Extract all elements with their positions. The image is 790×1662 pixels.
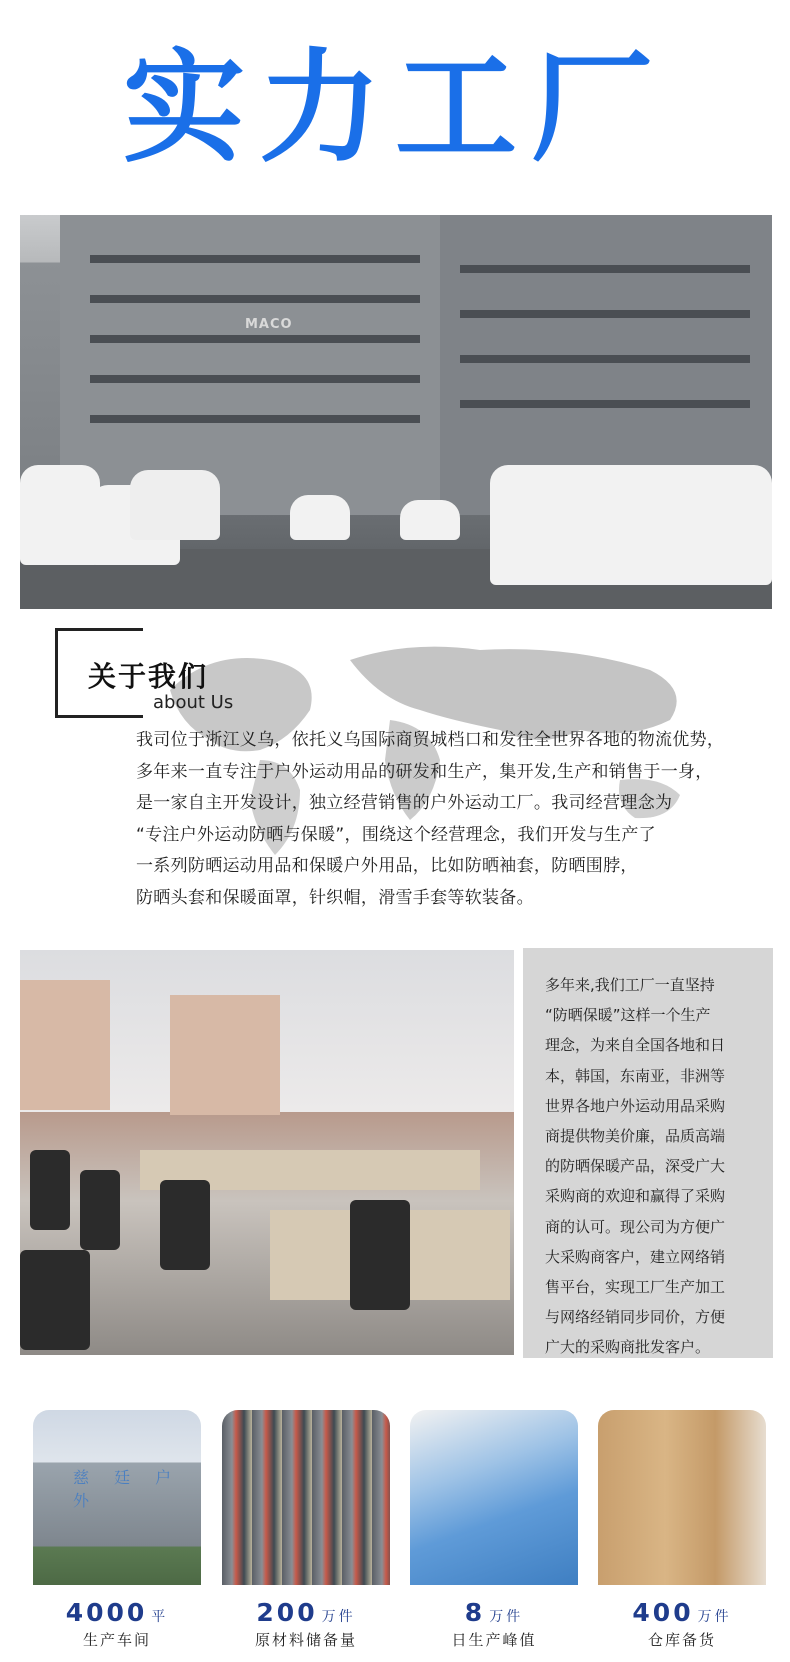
about-paragraph (136, 725, 776, 914)
office-photo (20, 950, 514, 1355)
warehouse-stock-photo (598, 1410, 766, 1585)
stat-number: 200 (256, 1598, 318, 1627)
warehouse-sign: 慈 廷 户 外 (73, 1468, 182, 1510)
about-line: 防晒头套和保暖面罩，针织帽，滑雪手套等软装备。 (136, 887, 534, 908)
panel-line: 大采购商客户，建立网络销 (545, 1247, 726, 1266)
about-title-cn: 关于我们 (88, 660, 209, 693)
stat-unit: 万件 (697, 1609, 732, 1625)
panel-line: “防晒保暖”这样一个生产 (545, 1006, 711, 1025)
about-line: “专注户外运动防晒与保暖”，围绕这个经营理念，我们开发与生产了 (136, 824, 656, 845)
about-line: 是一家自主开发设计，独立经营销售的户外运动工厂。我司经营理念为 (136, 793, 673, 813)
production-photo (410, 1410, 578, 1585)
factory-building-photo (20, 215, 772, 609)
factory-sign: MACO (245, 317, 293, 332)
panel-line: 商提供物美价廉，品质高端 (545, 1127, 726, 1146)
factory-philosophy-panel (523, 948, 773, 1358)
workshop-photo (33, 1410, 201, 1585)
panel-line: 本，韩国，东南亚，非洲等 (545, 1066, 726, 1085)
about-line: 多年来一直专注于户外运动用品的研发和生产，集开发,生产和销售于一身， (136, 761, 713, 782)
stat-unit: 平 (151, 1609, 169, 1625)
panel-line: 的防晒保暖产品，深受广大 (545, 1157, 726, 1176)
stat-label: 原材料储备量 (254, 1631, 357, 1649)
raw-material-photo (222, 1410, 390, 1585)
stat-number: 8 (464, 1598, 486, 1627)
panel-line: 采购商的欢迎和赢得了采购 (545, 1187, 726, 1206)
stat-label: 日生产峰值 (451, 1631, 537, 1649)
stat-warehouse-stock (587, 1598, 777, 1650)
panel-line: 售平台，实现工厂生产加工 (545, 1278, 726, 1297)
panel-line: 多年来,我们工厂一直坚持 (545, 976, 715, 994)
stat-number: 400 (632, 1598, 694, 1627)
panel-line: 世界各地户外运动用品采购 (545, 1096, 726, 1115)
stat-unit: 万件 (321, 1609, 356, 1625)
stat-number: 4000 (65, 1598, 148, 1627)
about-title-en: about Us (153, 692, 234, 713)
panel-line: 广大的采购商批发客户。 (545, 1338, 711, 1357)
panel-line: 商的认可。现公司为方便广 (545, 1217, 726, 1236)
stat-workshop (22, 1598, 212, 1650)
panel-line: 与网络经销同步同价，方便 (545, 1308, 726, 1327)
stat-raw-material (211, 1598, 401, 1650)
about-line: 我司位于浙江义乌，依托义乌国际商贸城档口和发往全世界各地的物流优势， (136, 730, 725, 750)
stat-label: 生产车间 (82, 1631, 151, 1649)
stat-label: 仓库备货 (647, 1631, 716, 1649)
hero-title: 实力工厂 (123, 37, 667, 179)
about-line: 一系列防晒运动用品和保暖户外用品，比如防晒袖套，防晒围脖， (136, 856, 638, 876)
panel-line: 理念，为来自全国各地和日 (545, 1036, 726, 1055)
stat-unit: 万件 (489, 1609, 524, 1625)
stat-daily-peak (399, 1598, 589, 1650)
